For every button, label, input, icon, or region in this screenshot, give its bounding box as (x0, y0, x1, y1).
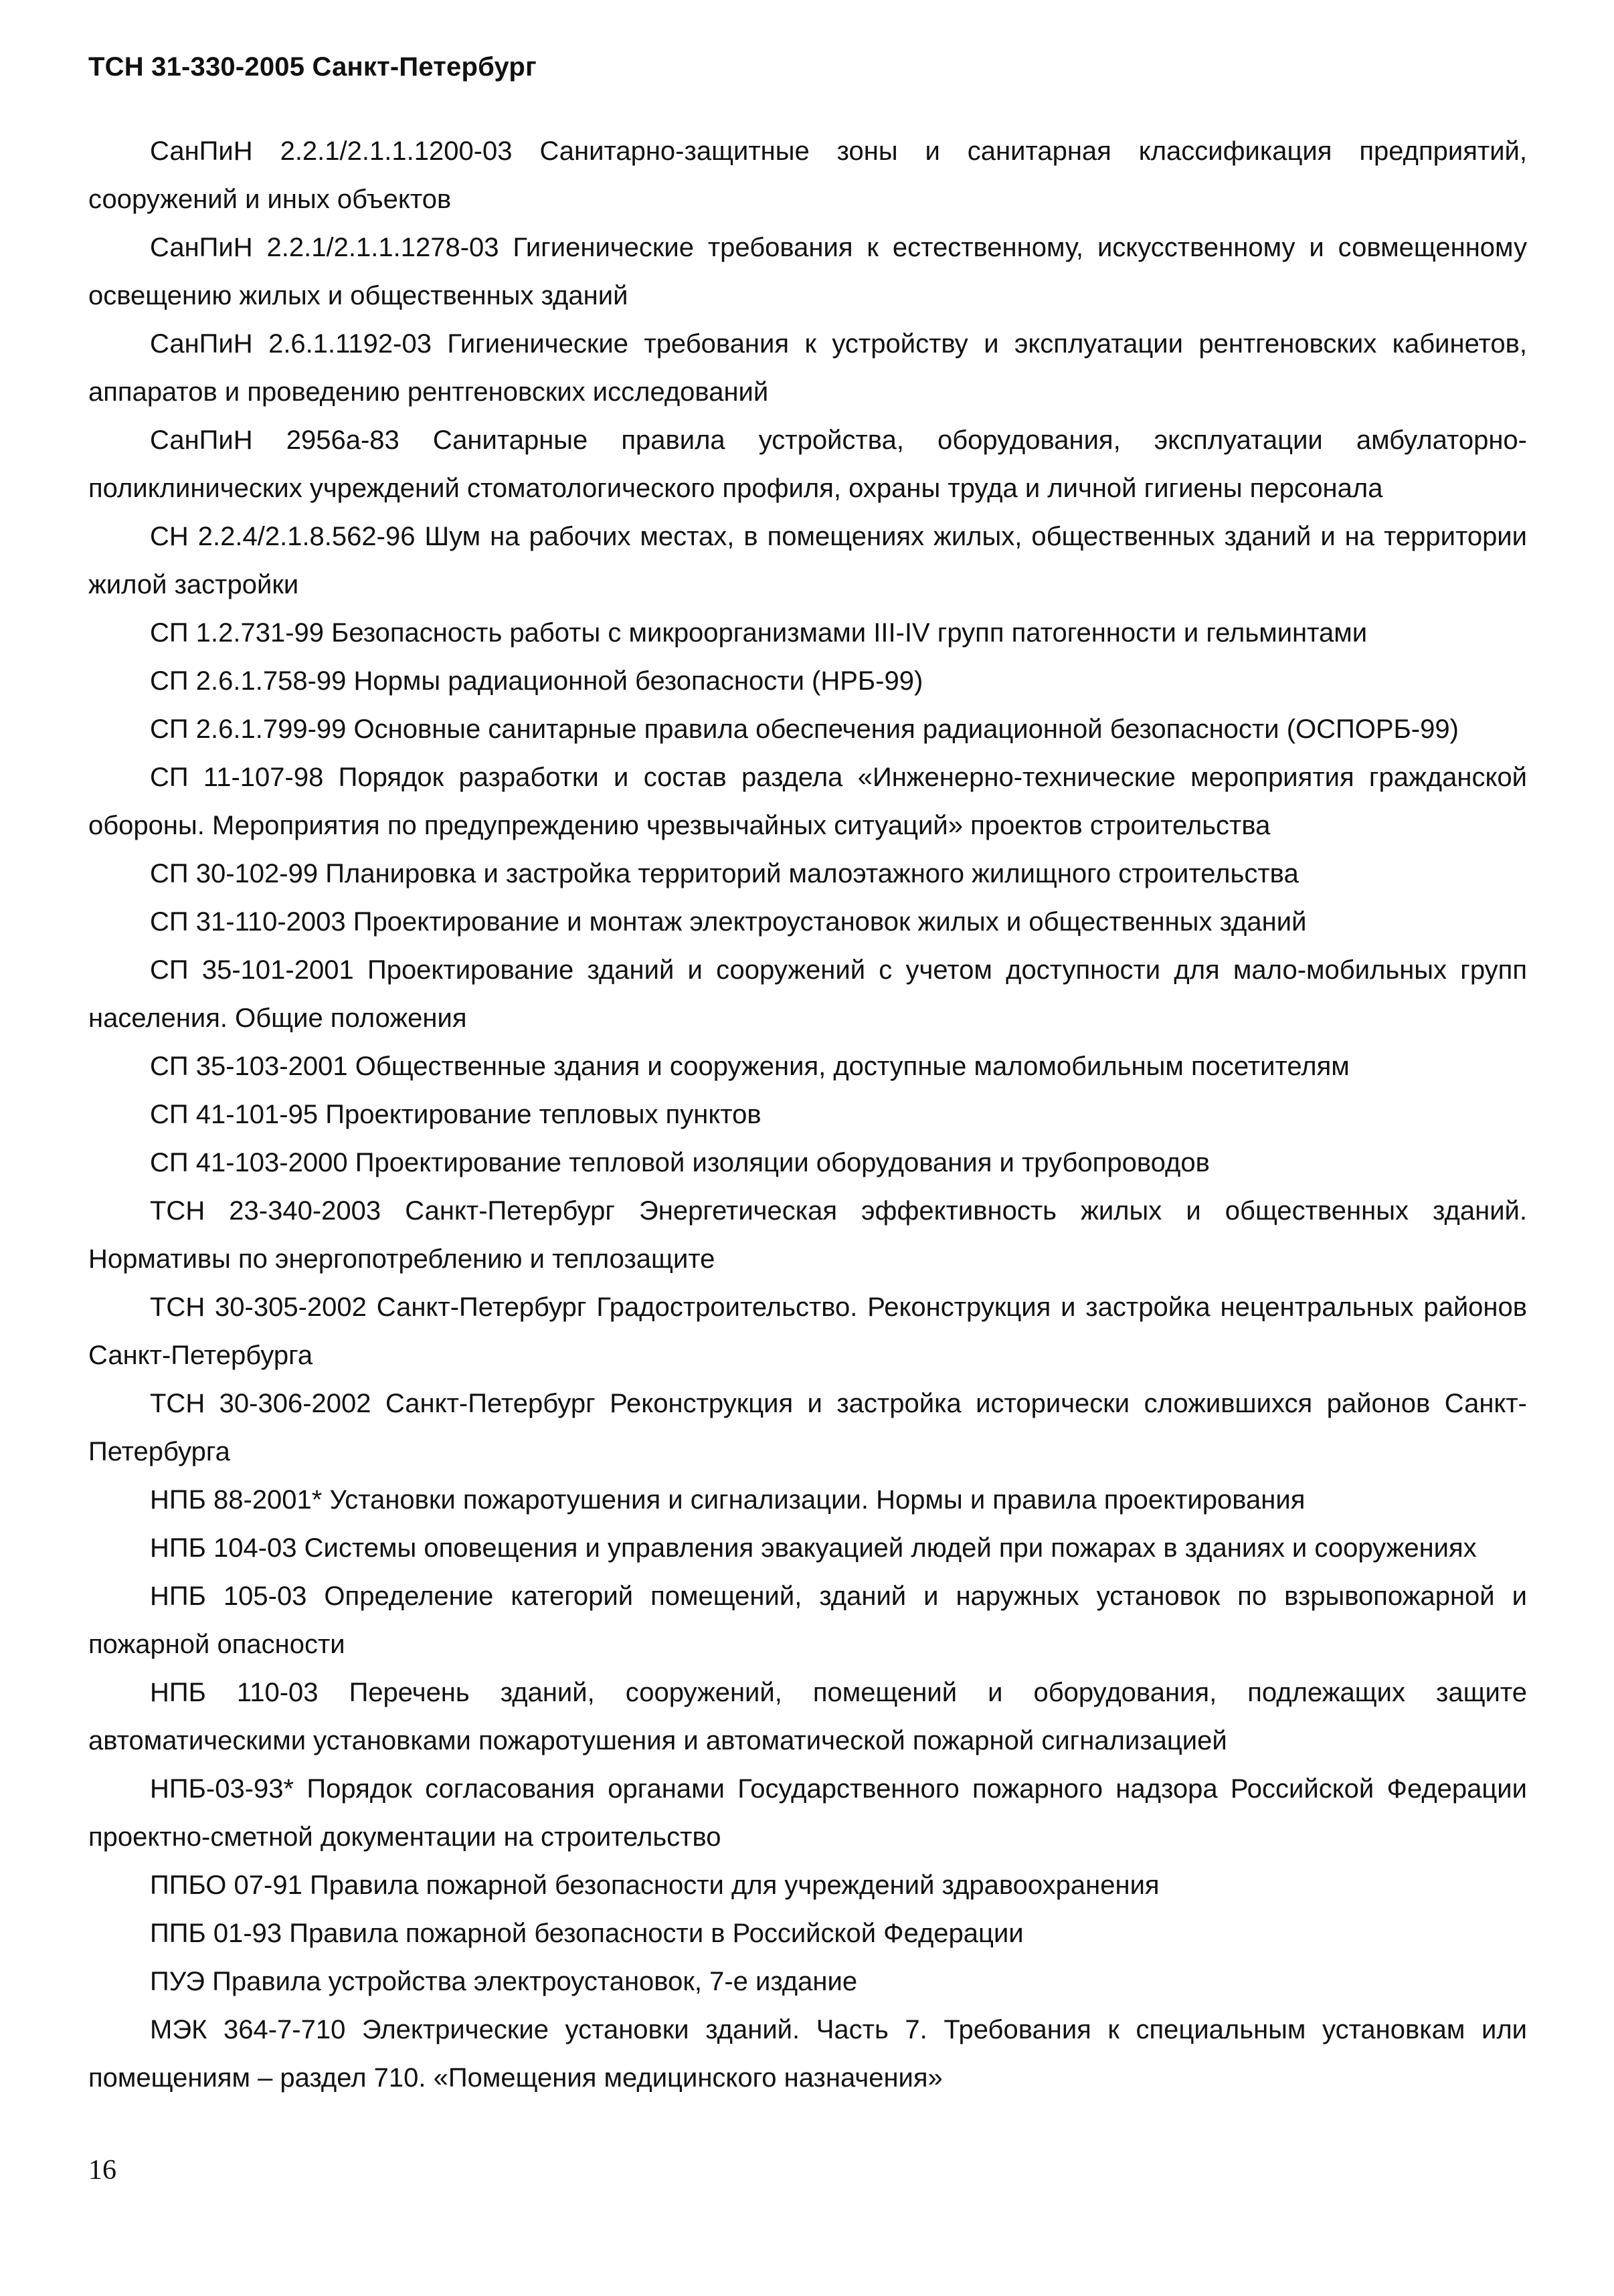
reference-entry: СН 2.2.4/2.1.8.562-96 Шум на рабочих местах, в помещениях жилых, общественных зданий и на территории жилой застройки (88, 522, 1527, 599)
reference-entry: ППБ 01-93 Правила пожарной безопасности в Российской Федерации (150, 1919, 1024, 1948)
reference-entry: ТСН 30-305-2002 Санкт-Петербург Градостроительство. Реконструкция и застройка нецентральных районов Санкт-Петербурга (88, 1293, 1527, 1370)
reference-entry: МЭК 364-7-710 Электрические установки зданий. Часть 7. Требования к специальным установкам или помещениям – раздел 710. «Помещения медицинского назначения» (88, 2015, 1527, 2093)
reference-entry: НПБ 110-03 Перечень зданий, сооружений, помещений и оборудования, подлежащих защите автоматическими установками пожаротушения и автоматической пожарной сигнализацией (88, 1678, 1527, 1755)
reference-entry: СП 35-103-2001 Общественные здания и сооружения, доступные маломобильным посетителям (150, 1052, 1350, 1081)
page-header: ТСН 31-330-2005 Санкт-Петербург (88, 52, 537, 82)
reference-entry: СанПиН 2.2.1/2.1.1.1200-03 Санитарно-защитные зоны и санитарная классификация предприятий, сооружений и иных объектов (88, 136, 1527, 214)
reference-entry: ПУЭ Правила устройства электроустановок, 7-е издание (150, 1967, 858, 1996)
reference-entry: НПБ 88-2001* Установки пожаротушения и сигнализации. Нормы и правила проектирования (150, 1485, 1306, 1515)
reference-entry: СанПиН 2956а-83 Санитарные правила устройства, оборудования, эксплуатации амбулаторно-поликлинических учреждений стоматологического профиля, охраны труда и личной гигиены персонала (88, 425, 1527, 503)
reference-entry: СП 30-102-99 Планировка и застройка территорий малоэтажного жилищного строительства (150, 859, 1299, 888)
reference-entry: СП 31-110-2003 Проектирование и монтаж электроустановок жилых и общественных зданий (150, 907, 1307, 937)
reference-entry: НПБ-03-93* Порядок согласования органами Государственного пожарного надзора Российской Федерации проектно-сметной документации на строительство (88, 1774, 1527, 1852)
document-page (88, 48, 1527, 2102)
page-number: 16 (88, 2155, 116, 2186)
reference-entry: НПБ 104-03 Системы оповещения и управления эвакуацией людей при пожарах в зданиях и сооружениях (150, 1533, 1477, 1563)
reference-entry: ТСН 23-340-2003 Санкт-Петербург Энергетическая эффективность жилых и общественных зданий. Нормативы по энергопотреблению и теплозащите (88, 1196, 1527, 1274)
reference-entry: СП 35-101-2001 Проектирование зданий и сооружений с учетом доступности для мало-мобильных групп населения. Общие положения (88, 955, 1527, 1033)
reference-entry: СанПиН 2.2.1/2.1.1.1278-03 Гигиенические требования к естественному, искусственному и совмещенному освещению жилых и общественных зданий (88, 233, 1527, 310)
reference-entry: СП 41-101-95 Проектирование тепловых пунктов (150, 1100, 761, 1129)
reference-entry: СП 2.6.1.758-99 Нормы радиационной безопасности (НРБ-99) (150, 666, 923, 696)
reference-entry: НПБ 105-03 Определение категорий помещений, зданий и наружных установок по взрывопожарной и пожарной опасности (88, 1582, 1527, 1659)
reference-entry: СП 1.2.731-99 Безопасность работы с микроорганизмами III-IV групп патогенности и гельминтами (150, 618, 1368, 648)
reference-list (88, 127, 1527, 2102)
reference-entry: СП 11-107-98 Порядок разработки и состав раздела «Инженерно-технические мероприятия гражданской обороны. Мероприятия по предупреждению чрезвычайных ситуаций» проектов строительства (88, 763, 1527, 840)
reference-entry: СП 2.6.1.799-99 Основные санитарные правила обеспечения радиационной безопасности (ОСПОРБ-99) (150, 714, 1459, 744)
reference-entry: СП 41-103-2000 Проектирование тепловой изоляции оборудования и трубопроводов (150, 1148, 1210, 1177)
reference-entry: СанПиН 2.6.1.1192-03 Гигиенические требования к устройству и эксплуатации рентгеновских кабинетов, аппаратов и проведению рентгеновских исследований (88, 329, 1527, 407)
reference-entry: ППБО 07-91 Правила пожарной безопасности для учреждений здравоохранения (150, 1871, 1160, 1900)
reference-entry: ТСН 30-306-2002 Санкт-Петербург Реконструкция и застройка исторически сложившихся районов Санкт-Петербурга (88, 1389, 1527, 1466)
